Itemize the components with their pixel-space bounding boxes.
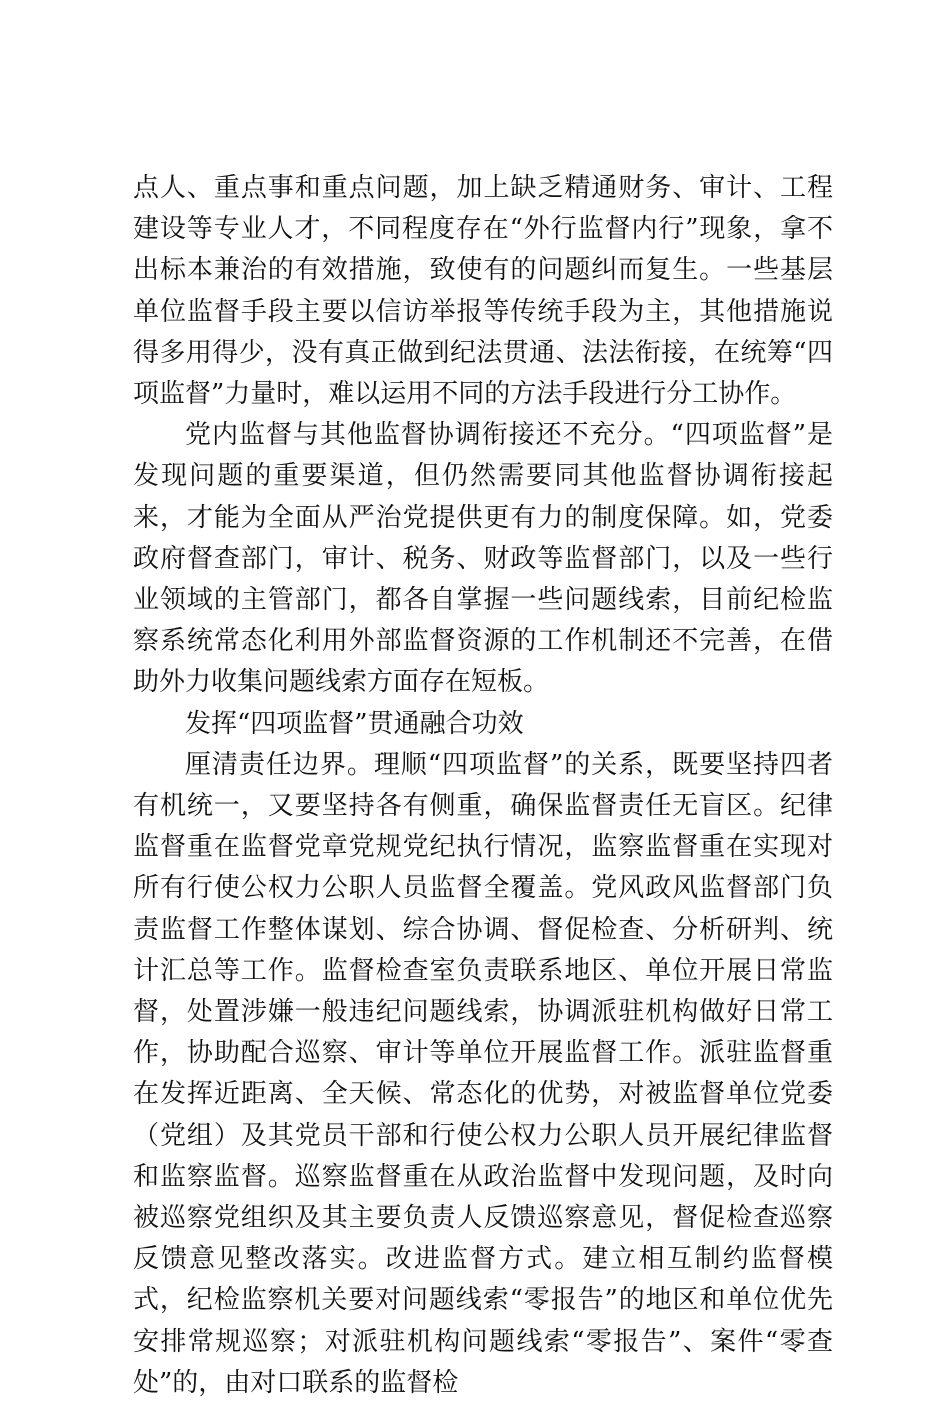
section-heading: 发挥“四项监督”贯通融合功效 — [185, 708, 524, 739]
paragraph-supervision-coordination: 党内监督与其他监督协调衔接还不充分。“四项监督”是发现问题的重要渠道，但仍然需要同其他监督协调衔接起来，才能为全面从严治党提供更有力的制度保障。如，党委政府督查部门，审计、税务、财政等监督部门，以及一些行业领域的主管部门，都各自掌握一些问题线索，目前纪检监察系统常态化利用外部监督资源的工作机制还不完善，在借助外力收集问题线索方面存在短板。 — [133, 420, 833, 698]
body-text — [133, 168, 833, 1404]
paragraph-continuation: 点人、重点事和重点问题，加上缺乏精通财务、审计、工程建设等专业人才，不同程度存在“外行监督内行”现象，拿不出标本兼治的有效措施，致使有的问题纠而复生。一些基层单位监督手段主要以信访举报等传统手段为主，其他措施说得多用得少，没有真正做到纪法贯通、法法衔接，在统筹“四项监督”力量时，难以运用不同的方法手段进行分工协作。 — [133, 173, 833, 410]
paragraph-responsibility-boundaries: 厘清责任边界。理顺“四项监督”的关系，既要坚持四者有机统一，又要坚持各有侧重，确保监督责任无盲区。纪律监督重在监督党章党规党纪执行情况，监察监督重在实现对所有行使公权力公职人员监督全覆盖。党风政风监督部门负责监督工作整体谋划、综合协调、督促检查、分析研判、统计汇总等工作。监督检查室负责联系地区、单位开展日常监督，处置涉嫌一般违纪问题线索，协调派驻机构做好日常工作，协助配合巡察、审计等单位开展监督工作。派驻监督重在发挥近距离、全天候、常态化的优势，对被监督单位党委（党组）及其党员干部和行使公权力公职人员开展纪律监督和监察监督。巡察监督重在从政治监督中发现问题，及时向被巡察党组织及其主要负责人反馈巡察意见，督促检查巡察反馈意见整改落实。改进监督方式。建立相互制约监督模式，纪检监察机关要对问题线索“零报告”的地区和单位优先安排常规巡察；对派驻机构问题线索“零报告”、案件“零查处”的，由对口联系的监督检 — [133, 749, 833, 1398]
